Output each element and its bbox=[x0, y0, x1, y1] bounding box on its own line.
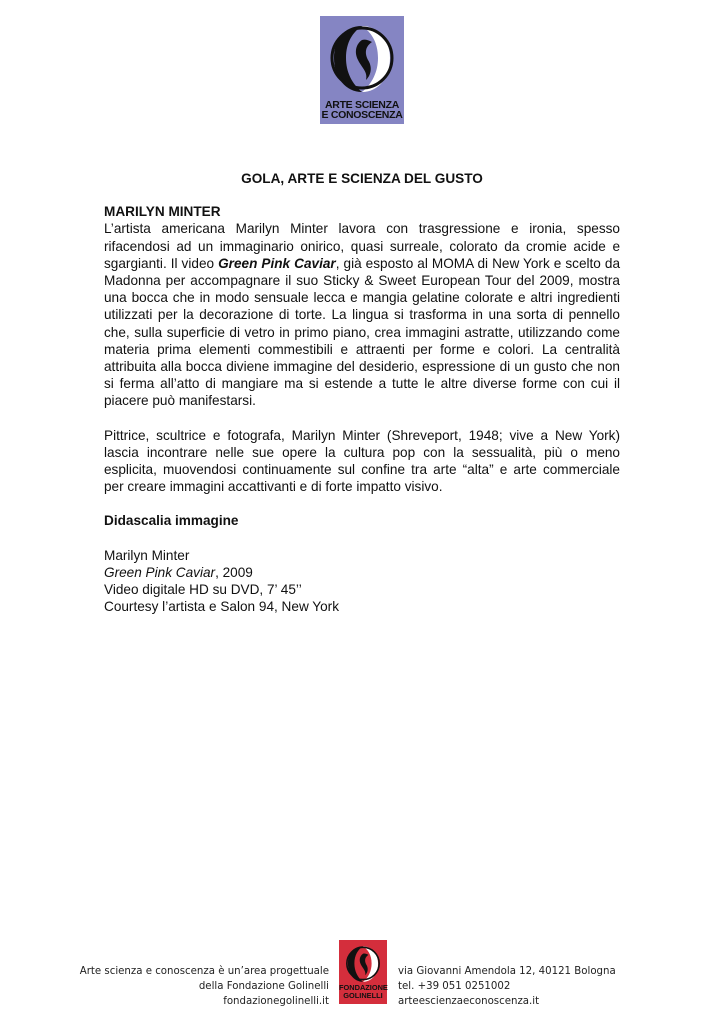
caption-heading: Didascalia immagine bbox=[104, 513, 239, 529]
caption-artist: Marilyn Minter bbox=[104, 547, 190, 563]
spiral-logo-icon bbox=[342, 943, 384, 985]
document-body bbox=[104, 170, 620, 615]
caption-courtesy: Courtesy l’artista e Salon 94, New York bbox=[104, 599, 339, 615]
fondazione-golinelli-logo bbox=[339, 940, 387, 1004]
caption-work: Green Pink Caviar, 2009 bbox=[104, 564, 253, 580]
footer bbox=[0, 940, 724, 1010]
caption-medium: Video digitale HD su DVD, 7’ 45’’ bbox=[104, 582, 302, 598]
paragraph-intro: L’artista americana Marilyn Minter lavora con trasgressione e ironia, spesso rifacendosi ad un immaginario onirico, quasi surreale, colorato da cromie acide e sgargianti. Il video Green Pink Caviar, già esposto al MOMA di New York e scelto da Madonna per accompagnare il suo Sticky & Sweet European Tour del 2009, mostra una bocca che in modo sensuale lecca e mangia gelatine colorate e altri ingredienti utilizzati per la decorazione di torte. La lingua si trasforma in una sorta di pennello che, sulla superficie di vetro in primo piano, crea immagini astratte, utilizzando come materia prima elementi commestibili e attraenti per forme e colori. La centralità attribuita alla bocca diviene immagine del desiderio, espressione di un gusto che non si ferma all’atto di mangiare ma si estende a tutte le altre diverse forme con cui il piacere può manifestarsi. bbox=[104, 221, 620, 409]
footer-right: via Giovanni Amendola 12, 40121 Bologna tel. +39 051 0251002 arteescienzaeconoscenza.it bbox=[398, 966, 616, 1007]
document-title: GOLA, ARTE E SCIENZA DEL GUSTO bbox=[241, 171, 483, 186]
footer-website-link[interactable]: fondazionegolinelli.it bbox=[223, 996, 329, 1007]
paragraph-bio: Pittrice, scultrice e fotografa, Marilyn Minter (Shreveport, 1948; vive a New York) lascia incontrare nelle sue opere la cultura pop con la sessualità, più o meno esplicita, muovendosi continuamente sul confine tra arte “alta” e arte commerciale per creare immagini accattivanti e di forte impatto visivo. bbox=[104, 427, 620, 495]
footer-left: Arte scienza e conoscenza è un’area progettuale della Fondazione Golinelli fondazionegolinelli.it bbox=[79, 966, 329, 1007]
logo-text: ARTE SCIENZA E CONOSCENZA bbox=[321, 99, 403, 121]
footer-website-link[interactable]: arteescienzaeconoscenza.it bbox=[398, 996, 540, 1007]
arte-scienza-logo bbox=[320, 16, 404, 124]
spiral-logo-icon bbox=[326, 20, 398, 98]
work-title: Green Pink Caviar bbox=[218, 255, 336, 271]
artist-heading: MARILYN MINTER bbox=[104, 204, 221, 220]
logo-text: FONDAZIONE GOLINELLI bbox=[339, 983, 388, 1000]
